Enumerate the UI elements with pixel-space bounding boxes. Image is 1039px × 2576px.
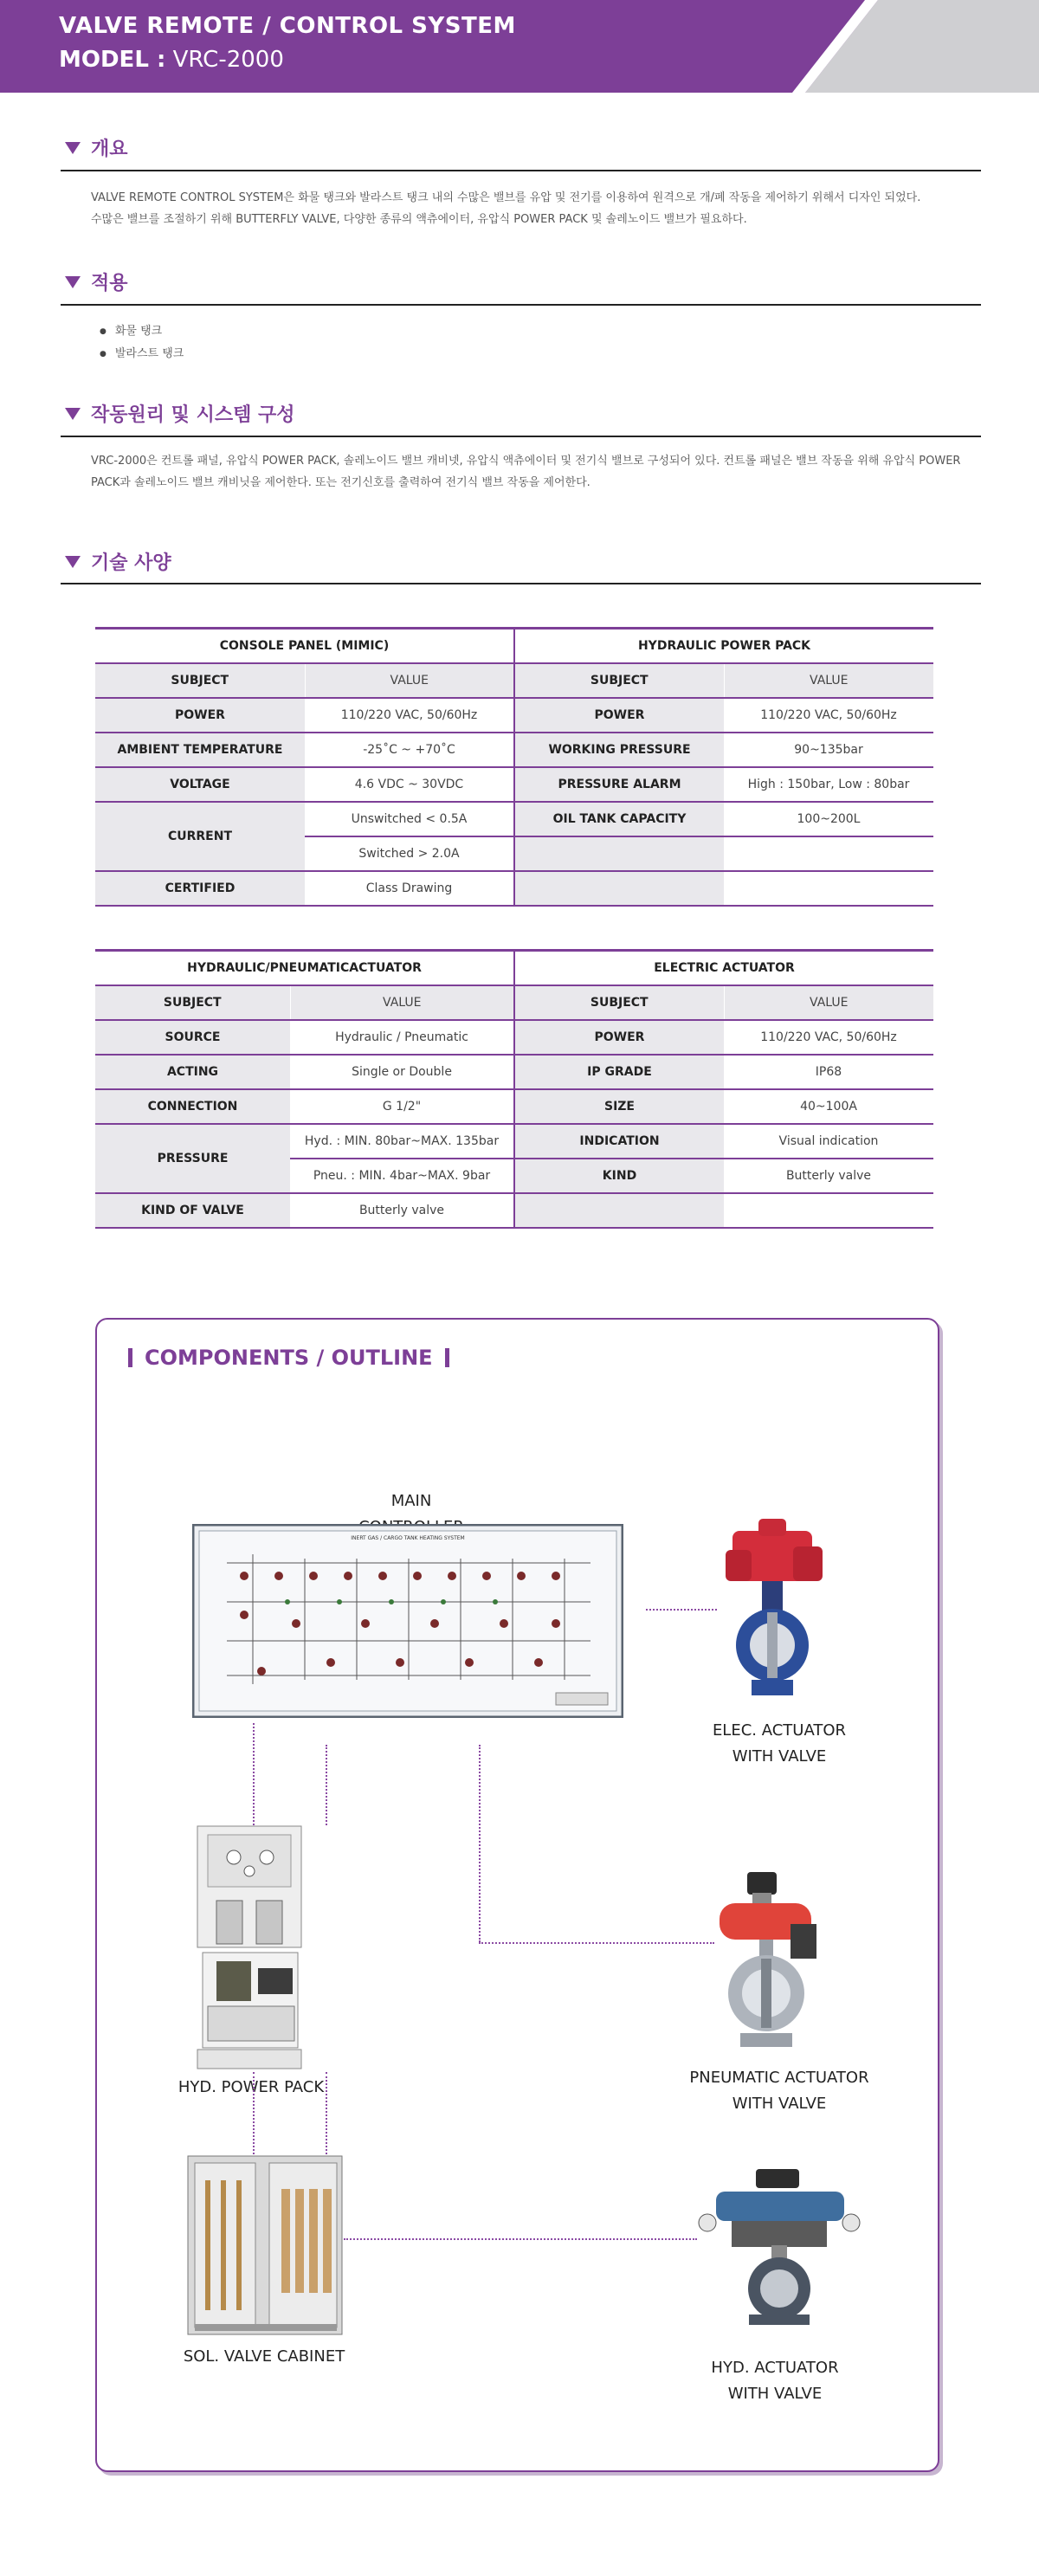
table-cell: CERTIFIED [95,871,305,906]
principle-text [91,450,983,494]
table-cell: Single or Double [290,1055,514,1089]
table-cell: 4.6 VDC ~ 30VDC [305,767,514,802]
pneumatic-actuator-image [714,1872,823,2057]
section-application-title [65,268,128,295]
sol-valve-cabinet-label: SOL. VALVE CABINET [183,2347,345,2366]
table-cell: OIL TANK CAPACITY [514,802,724,836]
page-header [0,0,1039,93]
section-overview-title [65,134,128,161]
overview-text [91,187,983,230]
list-item: ● 발라스트 탱크 [100,343,184,365]
hyd-power-pack-image [190,1823,307,2076]
table-cell: 100~200L [724,802,933,836]
components-title-text: COMPONENTS / OUTLINE [145,1346,433,1370]
table-cell: Butterly valve [724,1159,933,1193]
section-specs-title [65,548,171,575]
table-cell-empty [724,1193,933,1228]
table-cell: ACTING [95,1055,290,1089]
column-header: SUBJECT [95,663,305,698]
pneumatic-actuator-label-2: WITH VALVE [732,2095,827,2113]
connector-line [646,1609,717,1611]
table-cell-empty [514,871,724,906]
table-cell: Butterly valve [290,1193,514,1228]
connector-line [253,2072,255,2154]
section-specs-label: 기술 사양 [91,552,171,574]
pneumatic-actuator-label [684,2065,874,2117]
principle-line-2: PACK과 솔레노이드 밸브 캐비닛을 제어한다. 또는 전기신호를 출력하여 전기식 밸브 작동을 제어한다. [91,476,590,489]
spec-table-actuators [95,949,933,1229]
table-cell: SIZE [514,1089,724,1124]
section-overview-label: 개요 [91,139,128,160]
hyd-actuator-label [693,2355,857,2407]
sol-valve-cabinet-image [186,2154,344,2340]
table-cell: Hydraulic / Pneumatic [290,1020,514,1055]
column-header: VALUE [290,985,514,1020]
triangle-icon [65,556,81,568]
table-title: HYDRAULIC POWER PACK [514,629,933,663]
table-cell-empty [514,1193,724,1228]
pneumatic-actuator-label-1: PNEUMATIC ACTUATOR [689,2069,869,2087]
table-cell: CURRENT [95,802,305,871]
spec-table-console-power-pack [95,627,933,907]
table-cell: PRESSURE ALARM [514,767,724,802]
connector-line [479,1942,714,1944]
application-list [100,320,184,365]
hyd-actuator-label-1: HYD. ACTUATOR [711,2359,839,2377]
overview-line-1: VALVE REMOTE CONTROL SYSTEM은 화물 탱크와 발라스트 탱크 내의 수많은 밸브를 유압 및 전기를 이용하여 원격으로 개/폐 작동을 제어하기 위해서 디자인 되었다. [91,191,921,204]
table-cell: KIND [514,1159,724,1193]
table-cell: WORKING PRESSURE [514,733,724,767]
table-cell: POWER [95,698,305,733]
triangle-icon [65,408,81,420]
table-cell: Class Drawing [305,871,514,906]
table-cell: G 1/2" [290,1089,514,1124]
table-cell: AMBIENT TEMPERATURE [95,733,305,767]
hyd-power-pack-label: HYD. POWER PACK [177,2078,325,2096]
elec-actuator-image [717,1515,829,1708]
table-cell: KIND OF VALVE [95,1193,290,1228]
connector-line [326,1745,327,1825]
connector-line [326,2072,327,2154]
table-cell: POWER [514,698,724,733]
connector-line [344,2238,697,2240]
main-controller-image [192,1524,623,1721]
connector-line [479,1745,481,1942]
table-cell: IP GRADE [514,1055,724,1089]
table-cell: CONNECTION [95,1089,290,1124]
table-cell: Pneu. : MIN. 4bar~MAX. 9bar [290,1159,514,1193]
table-title: ELECTRIC ACTUATOR [514,951,933,985]
table-cell: 40~100A [724,1089,933,1124]
section-rule [61,583,981,584]
table-cell: Unswitched < 0.5A [305,802,514,836]
table-cell: Hyd. : MIN. 80bar~MAX. 135bar [290,1124,514,1159]
table-cell: Visual indication [724,1124,933,1159]
elec-actuator-label [701,1718,857,1770]
list-item: ● 화물 탱크 [100,320,184,343]
table-cell-empty [724,871,933,906]
table-cell-empty [514,836,724,871]
connector-line [253,1723,255,1825]
title-bar [445,1348,449,1367]
triangle-icon [65,142,81,154]
section-rule [61,436,981,437]
table-title: HYDRAULIC/PNEUMATICACTUATOR [95,951,514,985]
table-cell-empty [724,836,933,871]
model-value: VRC-2000 [172,47,284,73]
column-header: SUBJECT [95,985,290,1020]
principle-line-1: VRC-2000은 컨트롤 패널, 유압식 POWER PACK, 솔레노이드 밸브 캐비넷, 유압식 액츄에이터 및 전기식 밸브로 구성되어 있다. 컨트롤 패널은 밸브 작동을 위해 유압식 POWER [91,455,961,468]
section-rule [61,170,981,171]
title-bar [128,1348,132,1367]
section-principle-label: 작동원리 및 시스템 구성 [91,404,295,426]
page-title: VALVE REMOTE / CONTROL SYSTEM [59,13,516,39]
table-cell: POWER [514,1020,724,1055]
main-controller-label: MAIN [390,1492,432,1510]
column-header: VALUE [724,663,933,698]
elec-actuator-label-2: WITH VALVE [732,1747,827,1766]
column-header: SUBJECT [514,985,724,1020]
column-header: SUBJECT [514,663,724,698]
column-header: VALUE [305,663,514,698]
header-decoration [779,0,1039,93]
panel-heading: INERT GAS / CARGO TANK HEATING SYSTEM [351,1535,465,1541]
section-rule [61,304,981,306]
table-cell: High : 150bar, Low : 80bar [724,767,933,802]
table-cell: 110/220 VAC, 50/60Hz [724,698,933,733]
table-cell: 90~135bar [724,733,933,767]
components-title [128,1346,461,1370]
hyd-actuator-image [697,2169,862,2330]
table-cell: Switched > 2.0A [305,836,514,871]
triangle-icon [65,276,81,288]
table-cell: IP68 [724,1055,933,1089]
section-principle-title [65,400,295,427]
section-application-label: 적용 [91,273,128,294]
table-cell: PRESSURE [95,1124,290,1193]
table-cell: 110/220 VAC, 50/60Hz [305,698,514,733]
model-label: MODEL : [59,47,166,73]
table-cell: INDICATION [514,1124,724,1159]
column-header: VALUE [724,985,933,1020]
table-cell: VOLTAGE [95,767,305,802]
table-cell: -25˚C ~ +70˚C [305,733,514,767]
elec-actuator-label-1: ELEC. ACTUATOR [712,1721,847,1740]
overview-line-2: 수많은 밸브를 조절하기 위해 BUTTERFLY VALVE, 다양한 종류의 액츄에이터, 유압식 POWER PACK 및 솔레노이드 밸브가 필요하다. [91,213,747,226]
table-title: CONSOLE PANEL (MIMIC) [95,629,514,663]
hyd-actuator-label-2: WITH VALVE [727,2385,823,2403]
model-line [59,47,284,73]
table-cell: SOURCE [95,1020,290,1055]
table-cell: 110/220 VAC, 50/60Hz [724,1020,933,1055]
